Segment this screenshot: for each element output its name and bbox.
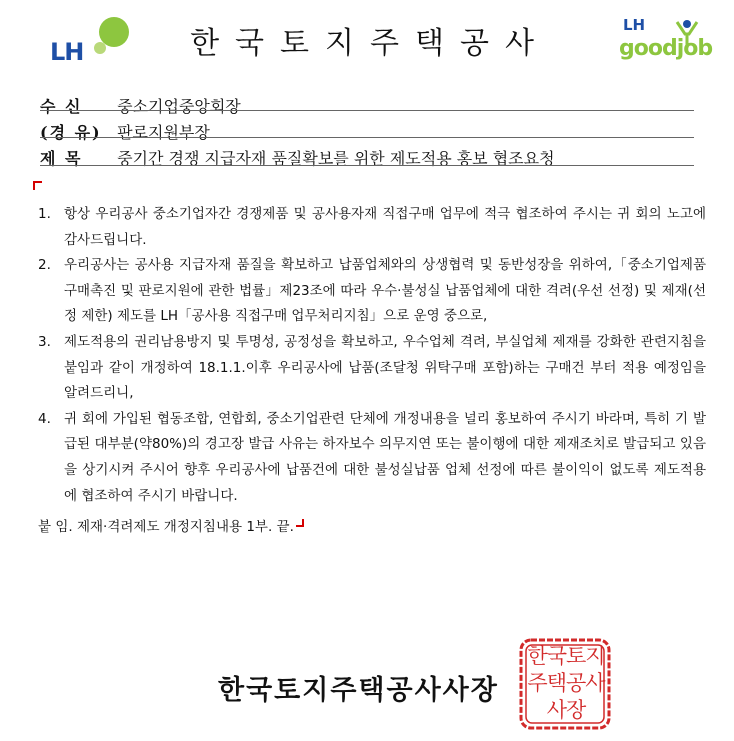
subject-label: 제 목 [40,149,83,168]
official-seal [518,637,612,731]
recipient-label: 수 신 [40,97,83,116]
item-text: 항상 우리공사 중소기업자간 경쟁제품 및 공사용자재 직접구매 업무에 적극 협조하여 주시는 귀 회의 노고에 감사드립니다. [64,206,706,248]
via-value: 판로지원부장 [117,123,210,142]
item-number: 4. [38,410,51,427]
divider [40,110,694,111]
item-number: 1. [38,206,51,222]
divider [40,137,694,138]
subject-value: 중기간 경쟁 지급자재 품질확보를 위한 제도적용 홍보 협조요청 [117,149,555,168]
lh-leaf-icon [90,14,130,56]
item-text: 우리공사는 공사용 지급자재 품질을 확보하고 납품업체와의 상생협력 및 동반성장을 위하여,「중소기업제품 구매촉진 및 판로지원에 관한 법률」제23조에 따라 우수·불성실 납품업체에 대한 격려(우선 선정) 및 제재(선정 제한) 제도를 LH「공사용 직접구매 업무처리지침」으로 운영 중으로, [64,257,706,325]
lh-logo-text: LH [50,38,84,66]
signature-line: 한국토지주택공사사장 [218,675,499,706]
start-mark-icon [33,181,42,190]
document-body [34,202,706,541]
attachment-text: 붙 임. 제재·격려제도 개정지침내용 1부. 끝. [38,519,294,536]
organization-title: 한국토지주택공사 [190,26,550,61]
divider [40,165,694,166]
attachment-line [34,515,706,541]
end-mark-icon [296,519,304,527]
seal-text: 한국토지주택공사사장 [527,644,605,722]
list-item [34,202,706,253]
list-item [34,330,706,407]
recipient-value: 중소기업중앙회장 [117,97,241,116]
via-line [40,120,210,143]
lh-logo [50,14,130,66]
goodjob-logo [615,16,713,68]
list-item [34,407,706,509]
item-text: 제도적용의 권리남용방지 및 투명성, 공정성을 확보하고, 우수업체 격려, 부실업체 제재를 강화한 관련지침을 붙임과 같이 개정하여 18.1.1.이후 우리공사에 납품(조달청 위탁구매 포함)하는 구매건 부터 적용 예정임을 알려드리니, [64,333,706,402]
person-cheer-icon [673,18,701,58]
item-number: 2. [38,257,51,274]
item-number: 3. [38,333,51,350]
goodjob-lh-text: LH [623,16,646,34]
goodjob-text: goodjob [619,36,713,61]
recipient-line [40,94,241,117]
item-text: 귀 회에 가입된 협동조합, 연합회, 중소기업관련 단체에 개정내용을 널리 홍보하여 주시기 바라며, 특히 기 발급된 대부분(약80%)의 경고장 발급 사유는 하자보수 의무지연 또는 불이행에 대한 제재조치로 발급되고 있음을 상기시켜 주시어 향후 우리공사에 납품건에 대한 불성실납품 업체 선정에 따른 불이익이 없도록 제도적용에 협조하여 주시기 바랍니다. [64,410,706,504]
via-label: (경 유) [40,123,102,142]
list-item [34,253,706,330]
